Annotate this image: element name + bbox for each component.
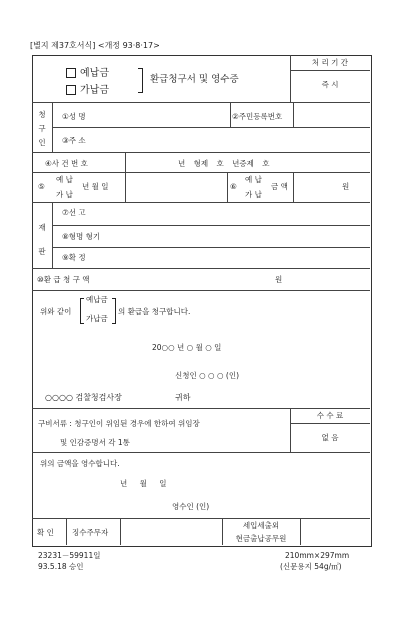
request-option-deposit: 예납금 (86, 295, 108, 304)
sentence-field[interactable] (130, 204, 365, 222)
option-deposit[interactable]: 예납금 (66, 68, 109, 79)
payment-date-label-bottom: 가 납 (56, 190, 73, 199)
approval-date: 93.5.18 승인 (38, 562, 84, 571)
resident-id-field[interactable] (296, 106, 366, 124)
case-number-value[interactable]: 년 형제 호 년증제 호 (178, 159, 270, 168)
form-code: 23231－59911일 (38, 551, 101, 560)
penalty-field[interactable] (130, 227, 365, 245)
request-suffix: 의 환급을 청구합니다. (118, 307, 191, 316)
confirm-field[interactable] (130, 249, 365, 266)
form-title: 환급청구서 및 영수증 (150, 74, 239, 85)
refund-amount-field[interactable] (130, 271, 270, 287)
provisional-checkbox[interactable] (66, 85, 76, 95)
processing-period-value: 즉 시 (321, 80, 339, 89)
form-number: [별지 제37호서식] <개정 93·8·17> (30, 41, 160, 50)
payment-amount-label-bottom: 가 납 (245, 190, 262, 199)
fee-value: 없 음 (321, 433, 339, 442)
address-label: ③주 소 (62, 136, 86, 145)
name-label: ①성 명 (62, 112, 86, 121)
item-6-number: ⑥ (230, 182, 237, 191)
name-field[interactable] (120, 106, 225, 124)
request-bracket-right (112, 298, 116, 324)
agency-line1: 세입세출외 (242, 521, 280, 530)
applicant-signature[interactable]: 신청인 ○ ○ ○ (인) (175, 371, 240, 380)
collection-official: 징수주무자 (72, 528, 109, 537)
addressee-honorific: 귀하 (175, 393, 191, 402)
option-provisional[interactable]: 가납금 (66, 85, 109, 96)
agency-line2: 현금출납공무원 (235, 534, 287, 543)
documents-line1: 구비서류 : 청구인이 위임된 경우에 한하여 위임장 (38, 419, 200, 428)
collection-official-seal-field[interactable] (123, 521, 218, 542)
item-5-number: ⑤ (38, 182, 45, 191)
refund-amount-unit: 원 (275, 275, 283, 284)
request-prefix: 위와 같이 (40, 307, 72, 316)
penalty-label: ⑧형명 형기 (62, 232, 101, 241)
payment-amount-field[interactable] (296, 175, 338, 199)
refund-amount-label: ⑩환 급 청 구 액 (37, 275, 90, 284)
payment-date-field[interactable] (128, 175, 223, 199)
request-bracket (80, 298, 84, 324)
payment-date-label-suffix: 년 월 일 (82, 182, 109, 191)
cashier-seal-field[interactable] (303, 521, 367, 542)
request-option-provisional: 가납금 (86, 314, 108, 323)
receipt-statement: 위의 금액을 영수합니다. (40, 459, 120, 468)
addressee: ○○○○ 검찰청검사장 (45, 393, 122, 402)
trial-section-label: 재 판 (38, 223, 46, 256)
paper-type: (신문용지 54g/㎡) (280, 562, 342, 571)
bracket (138, 68, 143, 93)
receipt-date[interactable]: 년 월 일 (120, 479, 167, 488)
sentence-label: ⑦선 고 (62, 208, 86, 217)
fee-label: 수 수 료 (316, 411, 344, 420)
claimant-section-label: 청 구 인 (38, 110, 46, 147)
case-number-label: ④사 건 번 호 (45, 159, 88, 168)
resident-id-label: ②주민등록번호 (232, 112, 283, 121)
processing-period-label: 처 리 기 간 (311, 58, 349, 67)
documents-line2: 및 인감증명서 각 1통 (60, 438, 130, 447)
confirm-label: ⑨확 정 (62, 253, 86, 262)
deposit-checkbox[interactable] (66, 68, 76, 78)
payment-amount-unit: 원 (342, 182, 350, 191)
request-date[interactable]: 20○○ 년 ○ 월 ○ 일 (152, 343, 222, 352)
confirm-row-label: 확 인 (37, 528, 54, 537)
receiver-signature[interactable]: 영수인 (인) (172, 502, 210, 511)
payment-date-label-top: 예 납 (56, 175, 73, 184)
payment-amount-label-top: 예 납 (245, 175, 262, 184)
payment-amount-label-suffix: 금 액 (271, 182, 288, 191)
address-field[interactable] (120, 131, 365, 149)
paper-size: 210mm×297mm (285, 551, 350, 560)
